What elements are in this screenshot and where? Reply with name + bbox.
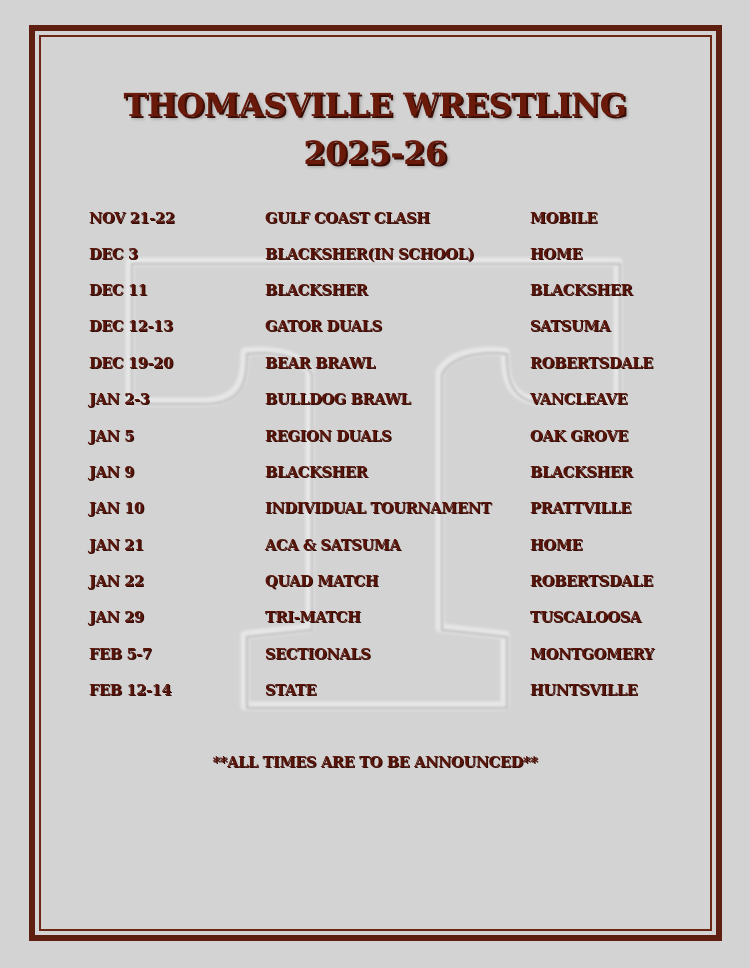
event-name: QUAD MATCH xyxy=(265,573,379,590)
event-location: MOBILE xyxy=(530,210,598,227)
event-location: HOME xyxy=(530,537,583,554)
event-date: JAN 5 xyxy=(89,428,135,445)
event-location: BLACKSHER xyxy=(530,464,633,481)
schedule-row xyxy=(0,573,750,597)
schedule-row xyxy=(0,282,750,306)
event-name: BULLDOG BRAWL xyxy=(265,391,411,408)
schedule-row xyxy=(0,609,750,633)
event-location: TUSCALOOSA xyxy=(530,609,641,626)
event-location: BLACKSHER xyxy=(530,282,633,299)
event-date: DEC 11 xyxy=(89,282,148,299)
event-date: DEC 12-13 xyxy=(89,318,173,335)
event-date: JAN 9 xyxy=(89,464,135,481)
event-name: INDIVIDUAL TOURNAMENT xyxy=(265,500,492,517)
event-date: JAN 21 xyxy=(89,537,144,554)
event-location: HUNTSVILLE xyxy=(530,682,638,699)
event-date: JAN 29 xyxy=(89,609,144,626)
event-name: BLACKSHER(IN SCHOOL) xyxy=(265,246,475,263)
event-name: STATE xyxy=(265,682,317,699)
schedule-row xyxy=(0,682,750,706)
schedule-row xyxy=(0,210,750,234)
event-location: ROBERTSDALE xyxy=(530,355,653,372)
event-name: SECTIONALS xyxy=(265,646,371,663)
event-location: ROBERTSDALE xyxy=(530,573,653,590)
event-name: BLACKSHER xyxy=(265,282,368,299)
event-location: MONTGOMERY xyxy=(530,646,654,663)
schedule-row xyxy=(0,318,750,342)
event-date: FEB 12-14 xyxy=(89,682,172,699)
schedule-row xyxy=(0,464,750,488)
event-name: ACA & SATSUMA xyxy=(265,537,401,554)
schedule-row xyxy=(0,537,750,561)
schedule-row xyxy=(0,428,750,452)
event-date: JAN 10 xyxy=(89,500,144,517)
event-date: NOV 21-22 xyxy=(89,210,175,227)
event-location: SATSUMA xyxy=(530,318,611,335)
event-name: REGION DUALS xyxy=(265,428,392,445)
event-location: OAK GROVE xyxy=(530,428,628,445)
schedule-row xyxy=(0,246,750,270)
event-location: PRATTVILLE xyxy=(530,500,631,517)
schedule-row xyxy=(0,391,750,415)
times-note: **ALL TIMES ARE TO BE ANNOUNCED** xyxy=(212,754,538,771)
schedule-row xyxy=(0,646,750,670)
page-title: THOMASVILLE WRESTLING xyxy=(123,86,627,124)
event-name: BEAR BRAWL xyxy=(265,355,375,372)
event-location: VANCLEAVE xyxy=(530,391,628,408)
event-date: FEB 5-7 xyxy=(89,646,152,663)
season-year: 2025-26 xyxy=(303,134,447,172)
event-name: GATOR DUALS xyxy=(265,318,382,335)
event-name: GULF COAST CLASH xyxy=(265,210,430,227)
event-location: HOME xyxy=(530,246,583,263)
schedule-row xyxy=(0,355,750,379)
event-date: DEC 3 xyxy=(89,246,138,263)
event-date: JAN 22 xyxy=(89,573,144,590)
event-name: TRI-MATCH xyxy=(265,609,361,626)
event-name: BLACKSHER xyxy=(265,464,368,481)
event-date: DEC 19-20 xyxy=(89,355,173,372)
event-date: JAN 2-3 xyxy=(89,391,150,408)
schedule-row xyxy=(0,500,750,524)
